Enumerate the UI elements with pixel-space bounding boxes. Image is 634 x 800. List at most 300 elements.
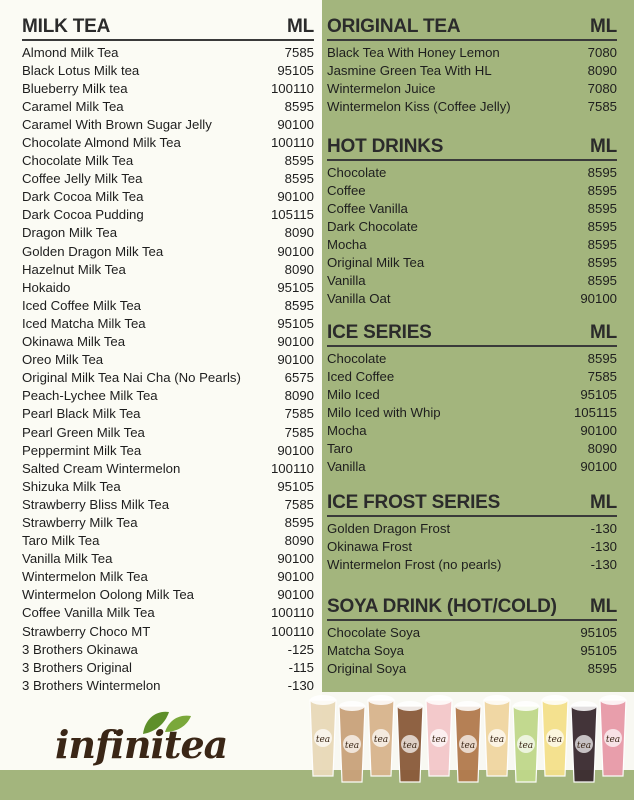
section-title: ICE SERIES bbox=[327, 322, 432, 343]
menu-item bbox=[327, 253, 617, 271]
price-medium: 75 bbox=[284, 44, 300, 60]
item-name: Pearl Green Milk Tea bbox=[22, 424, 145, 440]
price-medium: 95 bbox=[277, 279, 292, 295]
cup-lid bbox=[600, 695, 626, 705]
price-large: 95 bbox=[299, 98, 314, 114]
menu-item bbox=[22, 278, 314, 296]
hot-drinks-section bbox=[327, 132, 617, 308]
menu-item bbox=[22, 314, 314, 332]
cup-brand-text: tea bbox=[315, 735, 331, 745]
item-name: Oreo Milk Tea bbox=[22, 352, 104, 368]
item-name: Mocha bbox=[327, 236, 367, 252]
item-name: Dark Cocoa Milk Tea bbox=[22, 189, 144, 205]
price-medium: 85 bbox=[587, 182, 603, 198]
price-medium: 90 bbox=[277, 442, 292, 458]
cup-lid bbox=[484, 695, 510, 705]
drink-cups-image bbox=[306, 684, 634, 784]
menu-item bbox=[327, 79, 617, 97]
ice-series-list bbox=[327, 349, 617, 476]
cup-brand-text: tea bbox=[605, 735, 621, 745]
price-large: 100 bbox=[291, 352, 314, 368]
menu-item bbox=[22, 441, 314, 459]
size-m-header: M bbox=[589, 136, 606, 157]
section-divider bbox=[327, 515, 617, 517]
price-large: 95 bbox=[602, 218, 617, 234]
price-medium: 65 bbox=[284, 370, 300, 386]
price-medium: 90 bbox=[580, 459, 595, 475]
menu-item bbox=[327, 217, 617, 235]
price-medium: - bbox=[590, 556, 595, 572]
price-large: 85 bbox=[299, 424, 314, 440]
original-tea-header bbox=[327, 12, 617, 38]
menu-item bbox=[22, 224, 314, 242]
item-name: Dragon Milk Tea bbox=[22, 225, 118, 241]
price-medium: 80 bbox=[284, 225, 300, 241]
item-name: Mocha bbox=[327, 422, 367, 438]
menu-item bbox=[327, 439, 617, 457]
menu-item bbox=[327, 163, 617, 181]
item-name: Milo Iced with Whip bbox=[327, 404, 441, 420]
menu-item bbox=[22, 622, 314, 640]
item-name: Iced Matcha Milk Tea bbox=[22, 315, 146, 331]
price-medium: 90 bbox=[277, 352, 292, 368]
section-title: MILK TEA bbox=[22, 16, 111, 37]
price-medium: 90 bbox=[277, 569, 292, 585]
price-medium: 85 bbox=[284, 171, 300, 187]
menu-item bbox=[22, 242, 314, 260]
price-large: 85 bbox=[299, 496, 314, 512]
price-large: 125 bbox=[291, 641, 314, 657]
price-large: 130 bbox=[594, 538, 617, 554]
price-medium: 90 bbox=[277, 116, 292, 132]
price-large: 130 bbox=[594, 556, 617, 572]
cup-brand-text: tea bbox=[576, 741, 592, 751]
item-name: Golden Dragon Milk Tea bbox=[22, 243, 164, 259]
menu-item bbox=[22, 423, 314, 441]
price-large: 105 bbox=[291, 279, 314, 295]
cup-brand-text: tea bbox=[373, 735, 389, 745]
price-medium: 75 bbox=[284, 406, 300, 422]
ice-series-section bbox=[327, 318, 617, 476]
section-divider bbox=[327, 159, 617, 161]
menu-item bbox=[22, 188, 314, 206]
menu-item bbox=[22, 676, 314, 694]
price-medium: 75 bbox=[587, 368, 603, 384]
size-m-header: M bbox=[286, 16, 303, 37]
price-large: 105 bbox=[291, 62, 314, 78]
menu-item bbox=[22, 604, 314, 622]
price-large: 80 bbox=[602, 80, 617, 96]
item-name: Dark Chocolate bbox=[327, 218, 418, 234]
price-medium: 95 bbox=[277, 315, 292, 331]
size-l-header: L bbox=[605, 322, 617, 343]
item-name: Coffee bbox=[327, 182, 366, 198]
price-medium: 85 bbox=[587, 255, 603, 271]
price-medium: 100 bbox=[270, 605, 293, 621]
size-l-header: L bbox=[605, 136, 617, 157]
price-medium: 100 bbox=[270, 135, 293, 151]
menu-item bbox=[22, 152, 314, 170]
price-large: 105 bbox=[594, 386, 617, 402]
size-m-header: M bbox=[589, 492, 606, 513]
item-name: Wintermelon Frost (no pearls) bbox=[327, 556, 502, 572]
menu-item bbox=[22, 79, 314, 97]
price-large: 100 bbox=[594, 422, 617, 438]
menu-item bbox=[327, 61, 617, 79]
ice-frost-header bbox=[327, 488, 617, 514]
item-name: Taro Milk Tea bbox=[22, 533, 100, 549]
price-medium: 90 bbox=[580, 422, 595, 438]
item-name: Okinawa Milk Tea bbox=[22, 334, 126, 350]
item-name: Taro bbox=[327, 441, 353, 457]
price-medium: 95 bbox=[277, 62, 292, 78]
item-name: Original Milk Tea bbox=[327, 255, 425, 271]
hot-drinks-list bbox=[327, 163, 617, 308]
size-m-header: M bbox=[589, 16, 606, 37]
item-name: Iced Coffee bbox=[327, 368, 395, 384]
infinitea-logo bbox=[55, 712, 255, 772]
cup-brand-text: tea bbox=[547, 735, 563, 745]
price-large: 85 bbox=[299, 44, 314, 60]
menu-item bbox=[22, 532, 314, 550]
price-large: 85 bbox=[602, 368, 617, 384]
price-large: 100 bbox=[291, 116, 314, 132]
price-medium: 85 bbox=[587, 273, 603, 289]
price-medium: - bbox=[288, 659, 293, 675]
price-medium: 85 bbox=[587, 660, 603, 676]
item-name: Vanilla bbox=[327, 459, 366, 475]
section-title: ICE FROST SERIES bbox=[327, 492, 501, 513]
item-name: Original Milk Tea Nai Cha (No Pearls) bbox=[22, 370, 241, 386]
price-medium: 105 bbox=[270, 207, 293, 223]
menu-item bbox=[327, 199, 617, 217]
hot-drinks-header bbox=[327, 132, 617, 158]
price-medium: 90 bbox=[277, 334, 292, 350]
price-medium: 80 bbox=[284, 533, 300, 549]
item-name: Chocolate bbox=[327, 164, 387, 180]
price-medium: 90 bbox=[580, 291, 595, 307]
price-large: 115 bbox=[292, 659, 314, 675]
price-large: 110 bbox=[292, 80, 314, 96]
price-medium: 85 bbox=[284, 514, 300, 530]
cup-lid bbox=[339, 701, 365, 711]
menu-item bbox=[22, 260, 314, 278]
price-large: 95 bbox=[299, 297, 314, 313]
ice-frost-section bbox=[327, 488, 617, 573]
price-large: 85 bbox=[602, 98, 617, 114]
item-name: 3 Brothers Original bbox=[22, 659, 132, 675]
section-divider bbox=[327, 345, 617, 347]
menu-item bbox=[22, 296, 314, 314]
menu-item bbox=[22, 61, 314, 79]
item-name: Caramel Milk Tea bbox=[22, 98, 124, 114]
item-name: Shizuka Milk Tea bbox=[22, 478, 121, 494]
menu-item bbox=[22, 133, 314, 151]
item-name: Chocolate Almond Milk Tea bbox=[22, 135, 181, 151]
cup-brand-text: tea bbox=[518, 741, 534, 751]
item-name: Wintermelon Milk Tea bbox=[22, 569, 148, 585]
price-large: 95 bbox=[299, 171, 314, 187]
price-large: 95 bbox=[602, 660, 617, 676]
menu-item bbox=[327, 272, 617, 290]
price-large: 100 bbox=[594, 291, 617, 307]
price-medium: 85 bbox=[587, 200, 603, 216]
item-name: Wintermelon Kiss (Coffee Jelly) bbox=[327, 98, 511, 114]
price-large: 75 bbox=[299, 370, 314, 386]
ice-frost-list bbox=[327, 519, 617, 573]
cup-lid bbox=[310, 695, 336, 705]
cup-lid bbox=[455, 701, 481, 711]
cup-brand-text: tea bbox=[431, 735, 447, 745]
item-name: Strawberry Choco MT bbox=[22, 623, 151, 639]
item-name: Chocolate bbox=[327, 350, 387, 366]
menu-item bbox=[327, 659, 617, 677]
menu-item bbox=[22, 333, 314, 351]
item-name: Chocolate Soya bbox=[327, 624, 421, 640]
menu-item bbox=[327, 641, 617, 659]
price-medium: 85 bbox=[284, 98, 300, 114]
price-large: 95 bbox=[299, 514, 314, 530]
item-name: Vanilla bbox=[327, 273, 366, 289]
item-name: Okinawa Frost bbox=[327, 538, 413, 554]
menu-item bbox=[327, 519, 617, 537]
price-large: 95 bbox=[602, 236, 617, 252]
price-medium: 70 bbox=[587, 44, 603, 60]
size-m-header: M bbox=[589, 322, 606, 343]
menu-item bbox=[327, 235, 617, 253]
soya-drink-list bbox=[327, 623, 617, 677]
milk-tea-section bbox=[22, 12, 314, 694]
price-medium: 75 bbox=[587, 98, 603, 114]
menu-item bbox=[327, 367, 617, 385]
milk-tea-header bbox=[22, 12, 314, 38]
menu-item bbox=[22, 586, 314, 604]
menu-item bbox=[327, 181, 617, 199]
price-large: 100 bbox=[291, 569, 314, 585]
size-l-header: L bbox=[605, 596, 617, 617]
price-large: 90 bbox=[299, 388, 314, 404]
size-m-header: M bbox=[589, 596, 606, 617]
price-large: 95 bbox=[299, 153, 314, 169]
price-large: 105 bbox=[594, 624, 617, 640]
menu-item bbox=[22, 568, 314, 586]
original-tea-list bbox=[327, 43, 617, 115]
price-large: 95 bbox=[602, 350, 617, 366]
item-name: Peach-Lychee Milk Tea bbox=[22, 388, 158, 404]
item-name: Milo Iced bbox=[327, 386, 380, 402]
cup-brand-text: tea bbox=[402, 741, 418, 751]
menu-item bbox=[327, 421, 617, 439]
ice-series-header bbox=[327, 318, 617, 344]
price-large: 95 bbox=[602, 164, 617, 180]
price-medium: 95 bbox=[580, 642, 595, 658]
menu-item bbox=[327, 43, 617, 61]
item-name: Coffee Jelly Milk Tea bbox=[22, 171, 143, 187]
section-title: HOT DRINKS bbox=[327, 136, 444, 157]
item-name: 3 Brothers Wintermelon bbox=[22, 677, 161, 693]
price-medium: 80 bbox=[587, 441, 603, 457]
cup-lid bbox=[542, 695, 568, 705]
cup-lid bbox=[368, 695, 394, 705]
item-name: Strawberry Milk Tea bbox=[22, 514, 138, 530]
price-medium: - bbox=[590, 520, 595, 536]
price-medium: 85 bbox=[587, 350, 603, 366]
price-large: 80 bbox=[602, 44, 617, 60]
price-large: 85 bbox=[299, 406, 314, 422]
menu-item bbox=[22, 640, 314, 658]
item-name: Coffee Vanilla bbox=[327, 200, 408, 216]
price-medium: 95 bbox=[580, 624, 595, 640]
price-large: 100 bbox=[291, 334, 314, 350]
price-medium: 85 bbox=[587, 236, 603, 252]
item-name: 3 Brothers Okinawa bbox=[22, 641, 138, 657]
menu-item bbox=[22, 170, 314, 188]
price-medium: 100 bbox=[270, 460, 293, 476]
price-medium: 105 bbox=[573, 404, 596, 420]
item-name: Golden Dragon Frost bbox=[327, 520, 451, 536]
price-medium: 85 bbox=[284, 153, 300, 169]
menu-item bbox=[22, 43, 314, 61]
menu-item bbox=[22, 495, 314, 513]
item-name: Iced Coffee Milk Tea bbox=[22, 297, 141, 313]
item-name: Wintermelon Juice bbox=[327, 80, 436, 96]
price-large: 105 bbox=[291, 478, 314, 494]
soya-drink-header bbox=[327, 592, 617, 618]
price-large: 110 bbox=[292, 623, 314, 639]
section-title: SOYA DRINK (HOT/COLD) bbox=[327, 596, 557, 617]
price-large: 90 bbox=[299, 225, 314, 241]
menu-item bbox=[22, 459, 314, 477]
price-medium: 95 bbox=[277, 478, 292, 494]
menu-item bbox=[327, 403, 617, 421]
menu-item bbox=[327, 97, 617, 115]
item-name: Peppermint Milk Tea bbox=[22, 442, 142, 458]
price-medium: 90 bbox=[277, 551, 292, 567]
cup-brand-text: tea bbox=[344, 741, 360, 751]
price-medium: - bbox=[287, 677, 292, 693]
menu-item bbox=[327, 349, 617, 367]
price-medium: 90 bbox=[277, 243, 292, 259]
item-name: Pearl Black Milk Tea bbox=[22, 406, 141, 422]
menu-item bbox=[22, 550, 314, 568]
cup-lid bbox=[426, 695, 452, 705]
menu-item bbox=[22, 97, 314, 115]
price-large: 115 bbox=[595, 404, 617, 420]
item-name: Jasmine Green Tea With HL bbox=[327, 62, 492, 78]
price-large: 90 bbox=[299, 533, 314, 549]
price-large: 100 bbox=[291, 442, 314, 458]
section-divider bbox=[22, 39, 314, 41]
price-large: 115 bbox=[292, 207, 314, 223]
section-divider bbox=[327, 619, 617, 621]
menu-item bbox=[327, 290, 617, 308]
item-name: Original Soya bbox=[327, 660, 407, 676]
menu-item bbox=[22, 369, 314, 387]
price-medium: 85 bbox=[587, 164, 603, 180]
price-large: 100 bbox=[291, 587, 314, 603]
price-large: 95 bbox=[602, 182, 617, 198]
price-large: 130 bbox=[291, 677, 314, 693]
size-l-header: L bbox=[605, 16, 617, 37]
price-large: 100 bbox=[291, 243, 314, 259]
size-l-header: L bbox=[605, 492, 617, 513]
cup-lid bbox=[397, 701, 423, 711]
price-large: 90 bbox=[602, 62, 617, 78]
cup-lid bbox=[513, 701, 539, 711]
price-large: 110 bbox=[292, 460, 314, 476]
price-large: 95 bbox=[602, 273, 617, 289]
price-medium: - bbox=[590, 538, 595, 554]
price-large: 90 bbox=[299, 261, 314, 277]
menu-item bbox=[22, 477, 314, 495]
price-medium: 70 bbox=[587, 80, 603, 96]
item-name: Caramel With Brown Sugar Jelly bbox=[22, 116, 212, 132]
menu-item bbox=[22, 387, 314, 405]
item-name: Matcha Soya bbox=[327, 642, 404, 658]
menu-item bbox=[22, 351, 314, 369]
item-name: Vanilla Milk Tea bbox=[22, 551, 113, 567]
soya-drink-section bbox=[327, 592, 617, 677]
price-large: 105 bbox=[291, 315, 314, 331]
size-l-header: L bbox=[302, 16, 314, 37]
price-large: 130 bbox=[594, 520, 617, 536]
cup-lid bbox=[571, 701, 597, 711]
price-large: 90 bbox=[602, 441, 617, 457]
price-medium: 90 bbox=[277, 587, 292, 603]
menu-item bbox=[22, 206, 314, 224]
price-medium: 100 bbox=[270, 623, 293, 639]
price-large: 100 bbox=[291, 551, 314, 567]
menu-item bbox=[22, 658, 314, 676]
price-large: 110 bbox=[292, 135, 314, 151]
price-medium: 95 bbox=[580, 386, 595, 402]
menu-item bbox=[22, 115, 314, 133]
item-name: Almond Milk Tea bbox=[22, 44, 119, 60]
price-medium: 90 bbox=[277, 189, 292, 205]
cup-brand-text: tea bbox=[489, 735, 505, 745]
price-medium: 85 bbox=[284, 297, 300, 313]
menu-item bbox=[327, 458, 617, 476]
menu-item bbox=[327, 385, 617, 403]
item-name: Hokaido bbox=[22, 279, 71, 295]
price-large: 95 bbox=[602, 255, 617, 271]
price-large: 95 bbox=[602, 200, 617, 216]
menu-item bbox=[327, 623, 617, 641]
item-name: Black Tea With Honey Lemon bbox=[327, 44, 500, 60]
menu-item bbox=[327, 537, 617, 555]
cup-brand-text: tea bbox=[460, 741, 476, 751]
price-medium: 80 bbox=[284, 261, 300, 277]
item-name: Coffee Vanilla Milk Tea bbox=[22, 605, 155, 621]
logo-wordmark: infinitea bbox=[55, 722, 228, 767]
price-medium: 80 bbox=[587, 62, 603, 78]
price-large: 100 bbox=[594, 459, 617, 475]
price-medium: 85 bbox=[587, 218, 603, 234]
item-name: Strawberry Bliss Milk Tea bbox=[22, 496, 170, 512]
price-large: 110 bbox=[292, 605, 314, 621]
section-title: ORIGINAL TEA bbox=[327, 16, 461, 37]
item-name: Blueberry Milk tea bbox=[22, 80, 128, 96]
item-name: Salted Cream Wintermelon bbox=[22, 460, 181, 476]
price-medium: 100 bbox=[270, 80, 293, 96]
item-name: Black Lotus Milk tea bbox=[22, 62, 140, 78]
price-medium: 80 bbox=[284, 388, 300, 404]
price-large: 105 bbox=[594, 642, 617, 658]
menu-item bbox=[22, 513, 314, 531]
menu-item bbox=[327, 555, 617, 573]
price-large: 100 bbox=[291, 189, 314, 205]
item-name: Vanilla Oat bbox=[327, 291, 391, 307]
